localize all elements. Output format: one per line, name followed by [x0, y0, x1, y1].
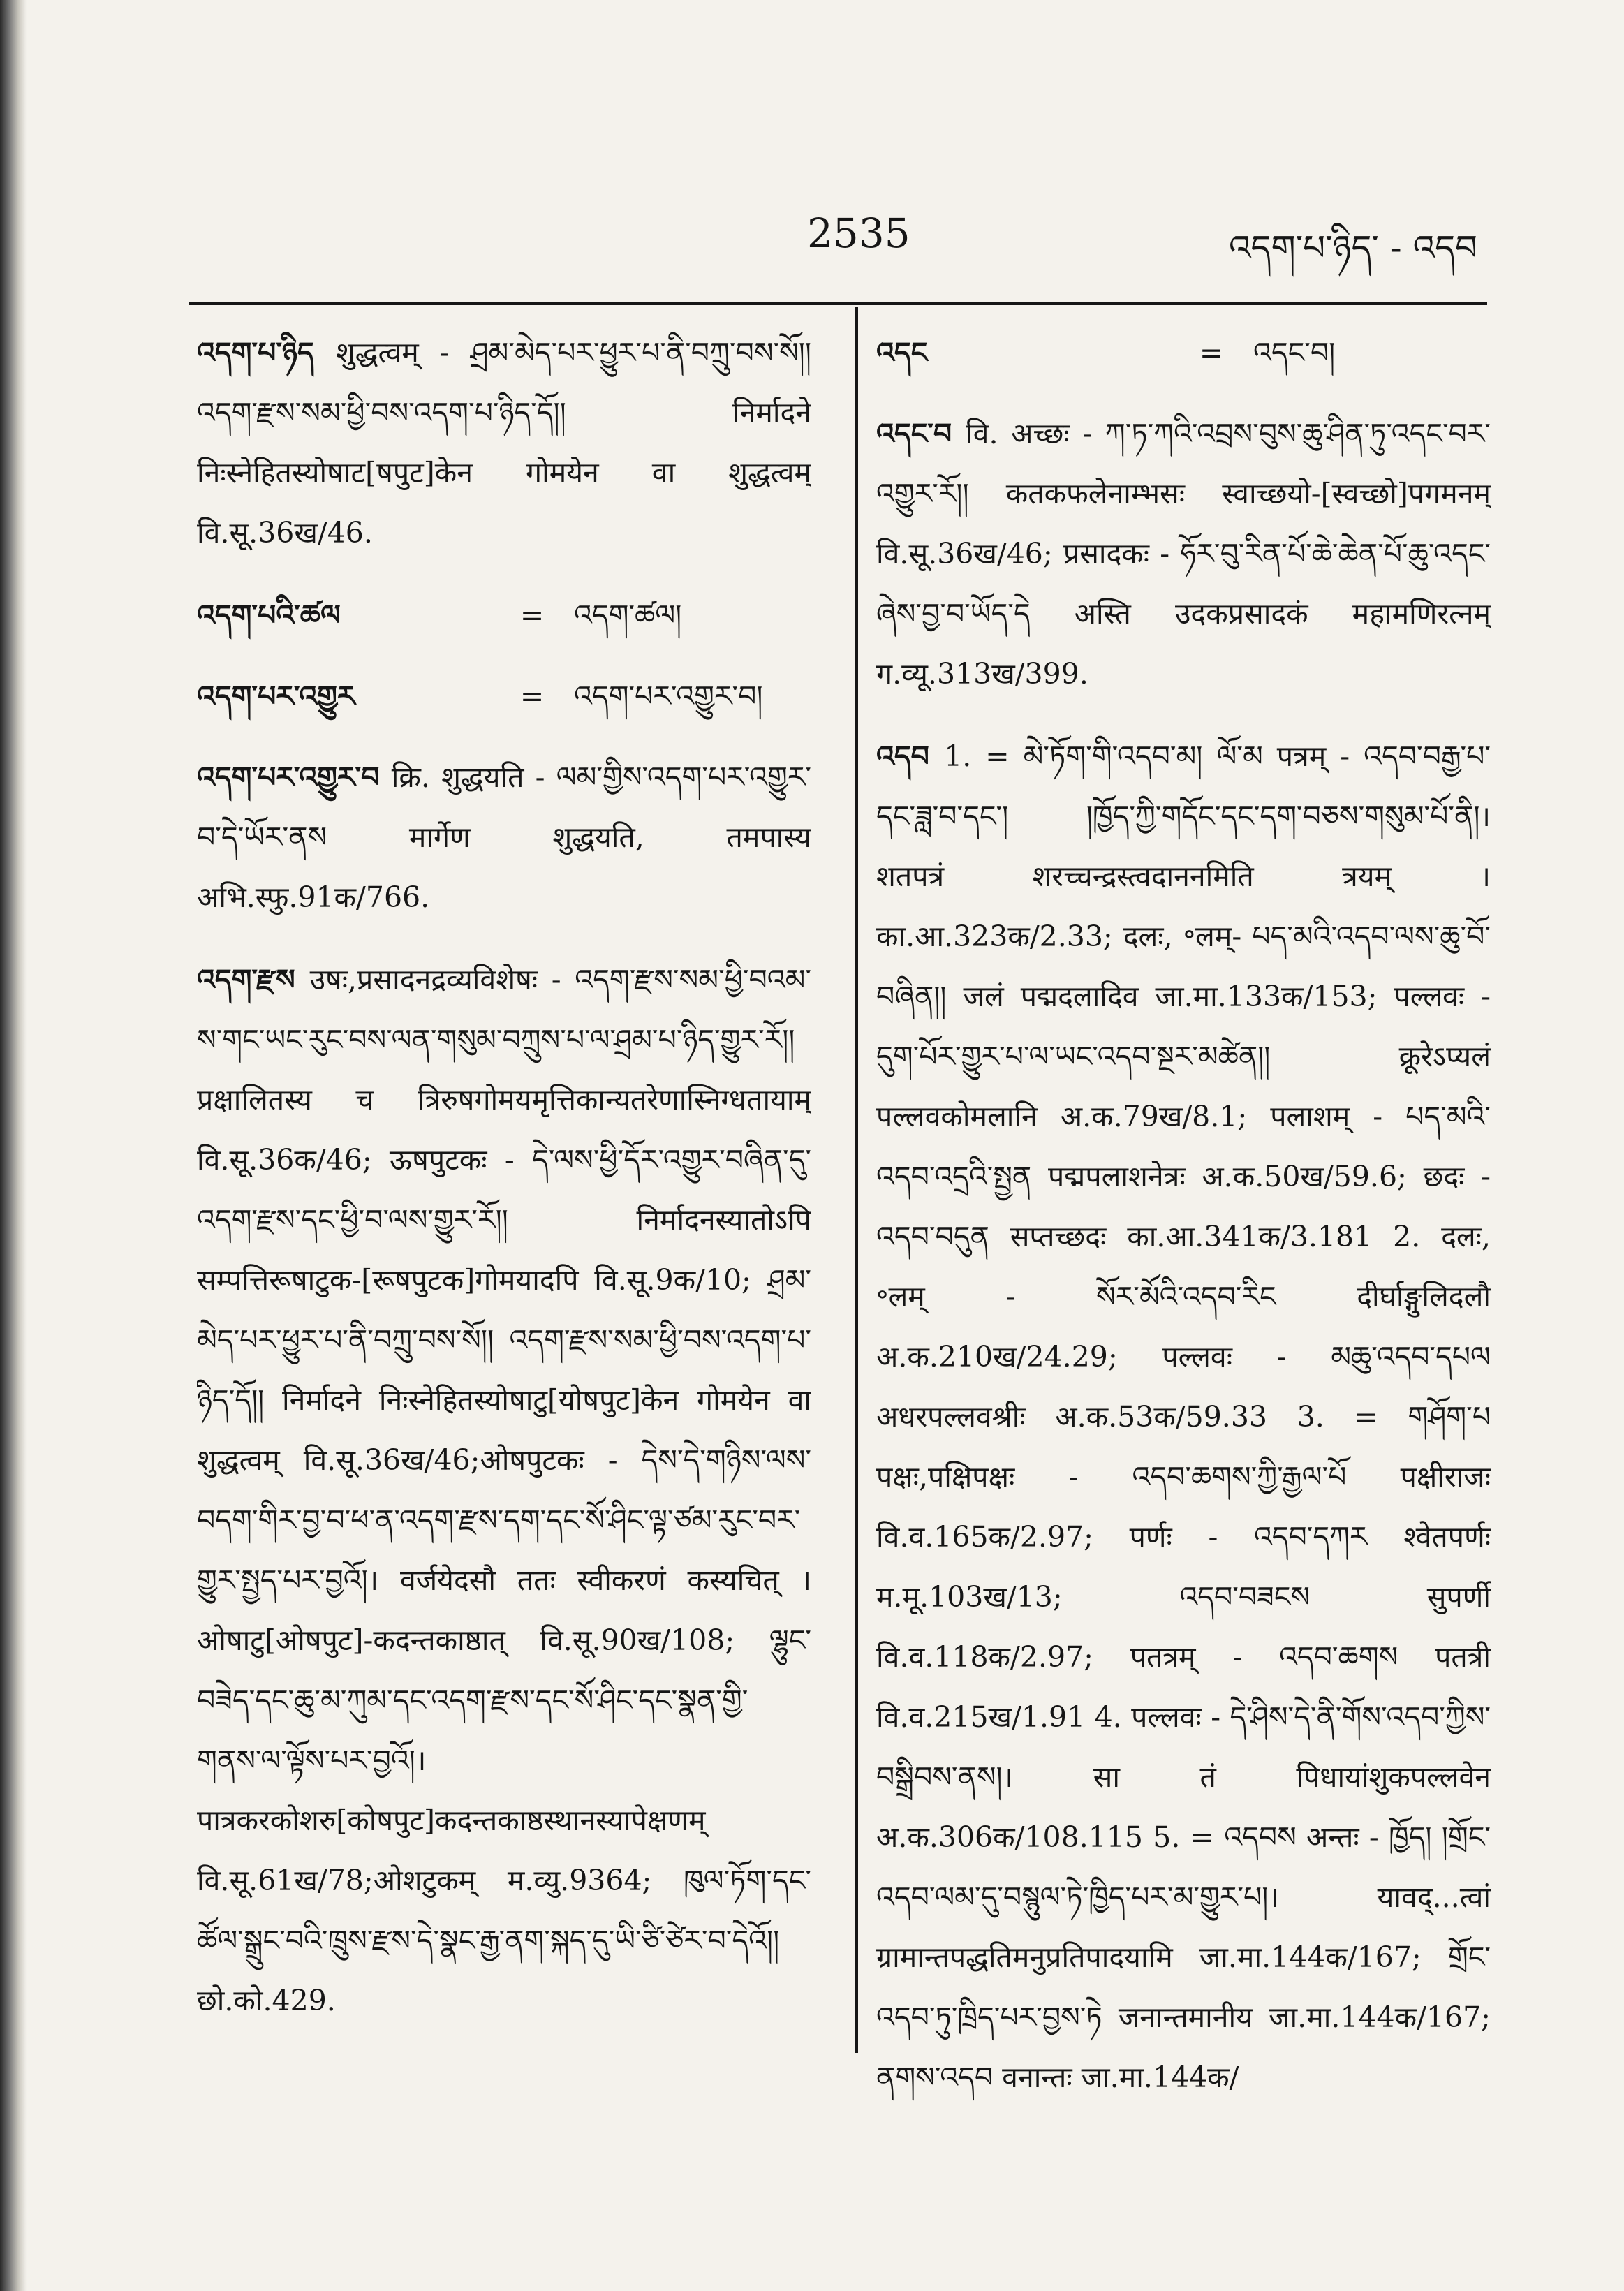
entry-text: वि. अच्छः - ཀ་ཏ་ཀའི་འབྲས་བུས་ཆུ་ཤིན་ཏུ་འདང་བར་འགྱུར་རོ།། कतकफलेनाम्भसः स्वाच्छयो-[स्वच्छो]पगमनम् वि.सू.36ख/46; प्रसादकः - ཧོར་བུ་རིན་པོ་ཆེ་ཆེན་པོ་ཆུ་འདང་ཞེས་བྱ་བ་ཡོད་དེ अस्ति उदकप्रसादकं महामणिरत्नम् ग.व्यू.313ख/399.: [876, 417, 1491, 691]
equivalent-term: འདག་པར་འགྱུར་བ།: [574, 679, 763, 713]
entry-text: शुद्धत्वम् - ཤྲམ་མེད་པར་ཕྱུར་པ་ནི་བཀྲུ་བས་སོ།། འདག་རྫས་སམ་ཕྱི་བས་འདག་པ་ཉིད་དོ།། निर्मादने निःस्नेहितस्योषाट[षपुट]केन गोमयेन वा शुद्धत्वम् वि.सू.36ख/46.: [197, 336, 811, 550]
entry-headword: འདག་པར་འགྱུར: [197, 679, 355, 713]
entry-headword: འདག་པར་འགྱུར་བ: [197, 760, 392, 794]
entry-text: 1. = མེ་ཏོག་གི་འདབ་མ། ལོ་མ पत्रम् - འདབ་བརྒྱ་པ་དང་ཟླ་བ་དང་། །ཁྱོད་ཀྱི་གདོང་དང་དག་བཅས་གསུམ་པོ་ནི།। शतपत्रं शरच्चन्द्रस्त्वदाननमिति त्रयम् । का.आ.323क/2.33; दलः, ॰लम्- པད་མའི་འདབ་ལས་ཆུ་བོ་བཞིན།། जलं पद्मदलादिव जा.मा.133क/153; पल्लवः - དུག་པོར་གྱུར་པ་ལ་ཡང་འདབ་སྔར་མཚེན།། क्रूरेऽप्यलं पल्लवकोमलानि अ.क.79ख/8.1; पलाशम् - པད་མའི་འདབ་འདྲའི་སྤྱན पद्मपलाशनेत्रः अ.क.50ख/59.6; छदः - འདབ་བདུན सप्तच्छदः का.आ.341क/3.181 2. दलः, ॰लम् - སོར་མོའི་འདབ་རིང दीर्घाङ्गुलिदलौ अ.क.210ख/24.29; पल्लवः - མཆུ་འདབ་དཔལ अधरपल्लवश्रीः अ.क.53क/59.33 3. = གཤོག་པ पक्षः,पक्षिपक्षः - འདབ་ཆགས་ཀྱི་རྒྱལ་པོ पक्षीराजः वि.व.165क/2.97; पर्णः - འདབ་དཀར श्वेतपर्णः म.मू.103ख/13; འདབ་བཟངས सुपर्णी वि.व.118क/2.97; पतत्रम् - འདབ་ཆགས पतत्री वि.व.215ख/1.91 4. पल्लवः - དེ་ཤིས་དེ་ནི་གོས་འདབ་ཀྱིས་བསྒྲིབས་ནས།। सा तं पिधायांशुकपल्लवेन अ.क.306क/108.115 5. = འདབས अन्तः - ཁྱོད། །གྲོང་འདབ་ལམ་དུ་བསྙུལ་ཏེ་ཁྱིད་པར་མ་གྱུར་པ།। यावद्...त्वां ग्रामान्तपद्धतिमनुप्रतिपादयामि जा.मा.144क/167; གྲོང་འདབ་ཏུ་ཁྲིད་པར་བྱས་ཏེ जनान्तमानीय जा.मा.144क/167; ནགས་འདབ वनान्तः जा.मा.144क/: [876, 739, 1491, 2094]
equivalent-term: འདག་ཚལ།: [574, 598, 682, 632]
entry-headword: འདང་བ: [876, 417, 966, 450]
equivalence-row: [876, 323, 1491, 383]
header-rule: [189, 302, 1487, 305]
equals-sign: =: [519, 679, 545, 713]
entry-headword: འདང: [876, 336, 928, 369]
dictionary-entry: [876, 726, 1491, 2107]
equals-sign: =: [519, 598, 545, 632]
entry-headword: འདབ: [876, 739, 945, 773]
running-head: འདག་པ་ཉིད་ - འདབ: [1229, 228, 1478, 268]
dictionary-entry: [197, 950, 811, 2031]
page-number: 2535: [807, 209, 910, 257]
entry-headword: འདག་པའི་ཚལ: [197, 598, 341, 632]
equivalence-row: [197, 666, 811, 726]
dictionary-entry: [197, 323, 811, 563]
entry-headword: འདག་རྫས: [197, 963, 310, 996]
equivalence-row: [197, 585, 811, 645]
dictionary-entry: [197, 747, 811, 927]
page-binding-shadow: [0, 0, 27, 2291]
equivalent-term: འདང་བ།: [1253, 336, 1336, 369]
equals-sign: =: [1199, 336, 1224, 369]
entry-headword: འདག་པ་ཉིད: [197, 336, 336, 369]
dictionary-entry: [876, 404, 1491, 704]
entry-text: क्रि. शुद्धयति - ལམ་གྱིས་འདག་པར་འགྱུར་བ་དེ་ཡོར་ནས मार्गेण शुद्धयति, तमपास्य अभि.स्फु.91क/766.: [197, 760, 811, 914]
column-divider: [855, 307, 858, 2053]
left-column: [197, 323, 811, 2053]
right-column: [876, 323, 1491, 2130]
entry-text: उषः,प्रसादनद्रव्यविशेषः - འདག་རྫས་སམ་ཕྱི་བའམ་ས་གང་ཡང་རུང་བས་ལན་གསུམ་བཀྲུས་པ་ལ་ཤྲམ་པ་ཉིད་གྱུར་རོ།། प्रक्षालितस्य च त्रिरुषगोमयमृत्तिकान्यतरेणास्निग्धतायाम् वि.सू.36क/46; ऊषपुटकः - དེ་ལས་ཕྱི་དོར་འགྱུར་བཞིན་དུ་འདག་རྫས་དང་ཕྱི་བ་ལས་གྱུར་རོ།། निर्मादनस्यातोऽपि सम्पत्तिरूषाटुक-[रूषपुटक]गोमयादपि वि.सू.9क/10; ཤྲམ་མེད་པར་ཕྱུར་པ་ནི་བཀྲུ་བས་སོ།། འདག་རྫས་སམ་ཕྱི་བས་འདག་པ་ཉིད་དོ།། निर्मादने निःस्नेहितस्योषाटु[योषपुट]केन गोमयेन वा शुद्धत्वम् वि.सू.36ख/46;ओषपुटकः - དེས་དེ་གཉིས་ལས་བདག་གིར་བྱ་བ་ཕ་ན་འདག་རྫས་དག་དང་སོ་ཤིང་ལྟ་ཙམ་རུང་བར་གྱུར་སྤྱད་པར་བྱའོ།। वर्जयेदसौ ततः स्वीकरणं कस्यचित् । ओषाटु[ओषपुट]-कदन्तकाष्ठात् वि.सू.90ख/108; ལྷུང་བཟེད་དང་ཆུ་མ་ཀུམ་དང་འདག་རྫས་དང་སོ་ཤིང་དང་སྣན་གྱི་གནས་ལ་ལྟོས་པར་བྱའོ།। पात्रकरकोशरु[कोषपुट]कदन्तकाष्ठस्थानस्यापेक्षणम् वि.सू.61ख/78;ओशटुकम् म.व्यु.9364; ཁུལ་ཏོག་དང་ཚོལ་སྒྲུང་བའི་ཁྲུས་རྫས་དེ་སྣང་རྒྱ་ནག་སྐད་དུ་ཡི་ཙི་ཙེར་བ་དེའོ།། छो.को.429.: [197, 963, 811, 2017]
